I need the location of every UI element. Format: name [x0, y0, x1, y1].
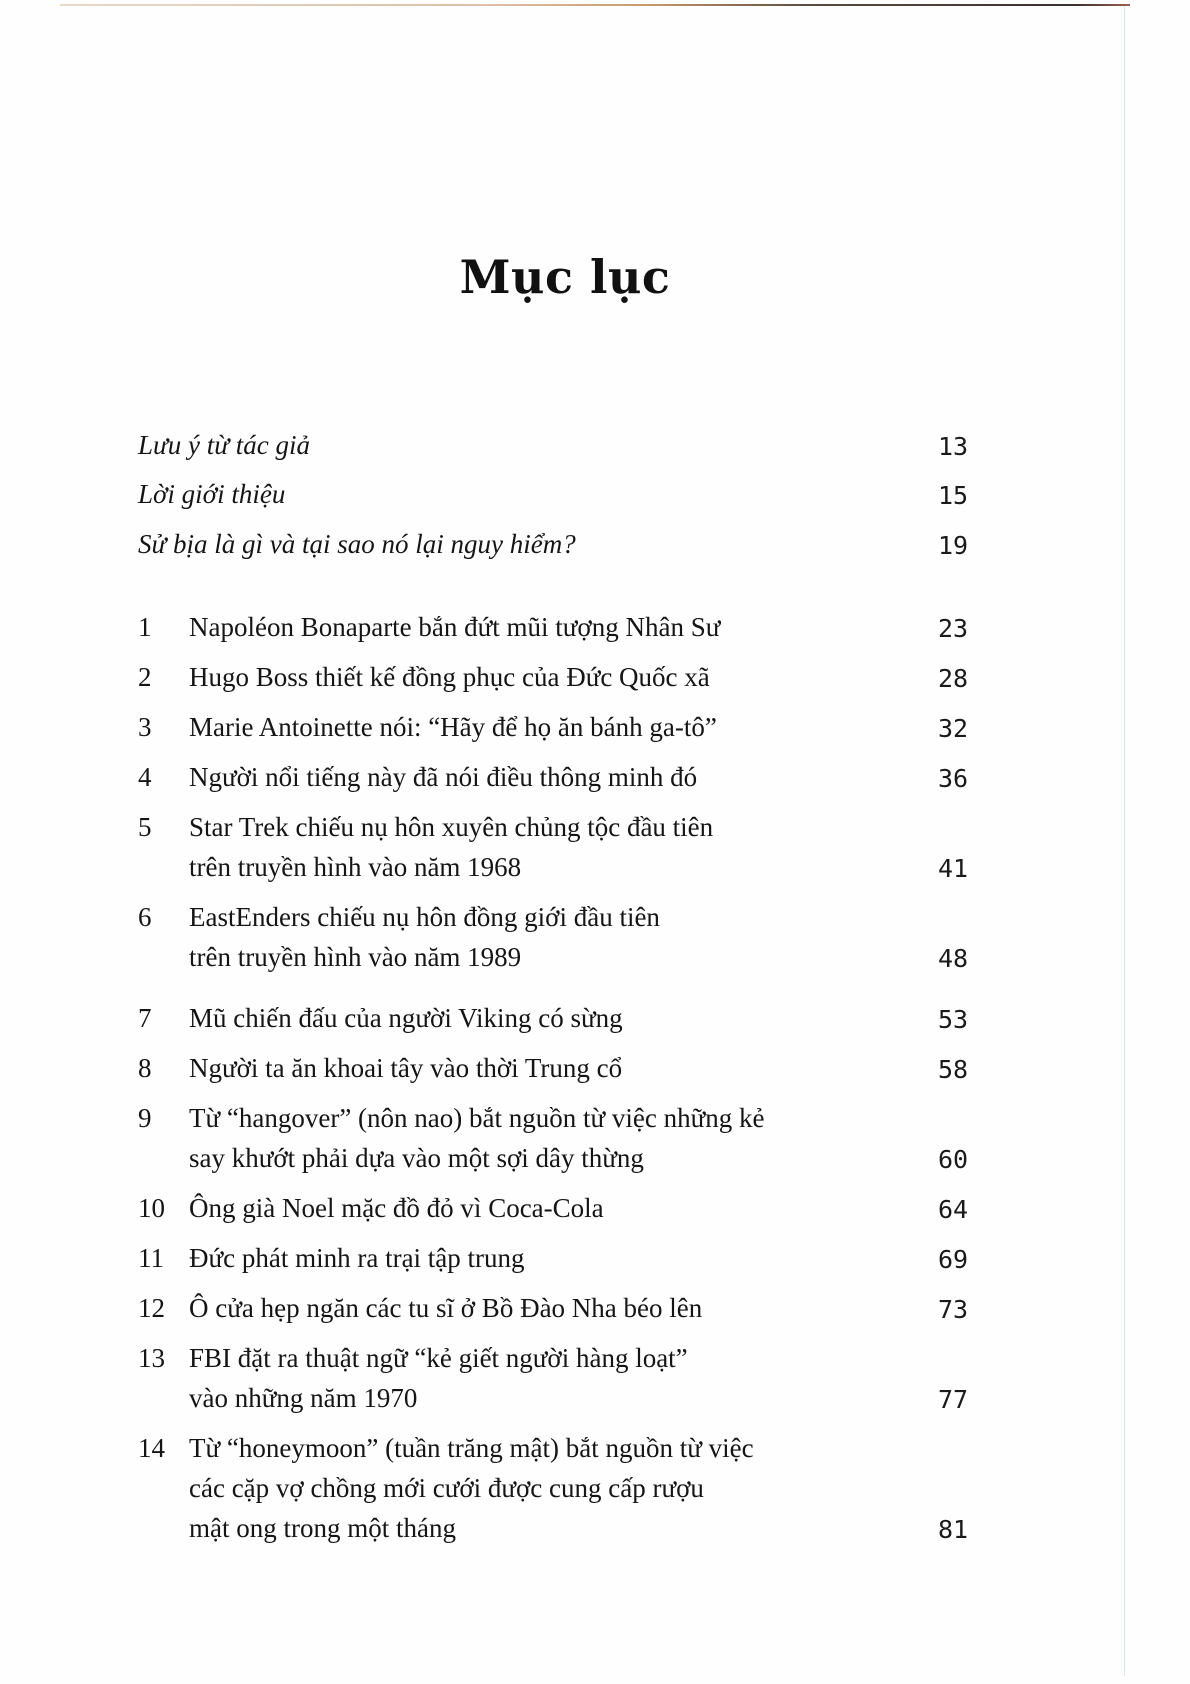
chapter-title: Đức phát minh ra trại tập trung — [189, 1243, 525, 1273]
chapter-title: Napoléon Bonaparte bắn đứt mũi tượng Nhân Sư — [189, 612, 721, 642]
chapter-number: 8 — [138, 1053, 152, 1083]
chapter-title-line: mật ong trong một tháng — [189, 1513, 456, 1543]
toc-entry-title: Sử bịa là gì và tại sao nó lại nguy hiểm? — [138, 529, 576, 559]
toc-page-number: 69 — [938, 1245, 969, 1274]
toc-entry-title: Lời giới thiệu — [138, 479, 286, 509]
chapter-number: 1 — [138, 612, 152, 642]
chapter-title: Ô cửa hẹp ngăn các tu sĩ ở Bồ Đào Nha béo lên — [189, 1293, 703, 1323]
chapter-title: Ông già Noel mặc đồ đỏ vì Coca-Cola — [189, 1193, 604, 1223]
chapter-title: Hugo Boss thiết kế đồng phục của Đức Quốc xã — [189, 662, 710, 692]
chapter-number: 7 — [138, 1003, 152, 1033]
chapter-number: 2 — [138, 662, 152, 692]
chapter-number: 10 — [138, 1193, 165, 1223]
toc-page-number: 60 — [938, 1145, 969, 1174]
toc-page-number: 53 — [938, 1005, 969, 1034]
chapter-title-line: say khướt phải dựa vào một sợi dây thừng — [189, 1143, 644, 1173]
chapter-number: 12 — [138, 1293, 165, 1323]
chapter-number: 6 — [138, 902, 152, 932]
toc-page-number: 73 — [938, 1295, 969, 1324]
chapter-number: 14 — [138, 1433, 165, 1463]
chapter-title-line: trên truyền hình vào năm 1968 — [189, 852, 522, 882]
toc-entry-title: Lưu ý từ tác giả — [138, 430, 310, 460]
toc-page-number: 81 — [938, 1515, 969, 1544]
toc-page-number: 23 — [938, 614, 969, 643]
toc-page-number: 15 — [938, 481, 969, 510]
toc-page-number: 28 — [938, 664, 969, 693]
chapter-title-line: EastEnders chiếu nụ hôn đồng giới đầu tiên — [189, 902, 660, 932]
chapter-number: 9 — [138, 1103, 152, 1133]
chapter-title: Mũ chiến đấu của người Viking có sừng — [189, 1003, 623, 1033]
toc-page-number: 41 — [938, 854, 969, 883]
chapter-title-line: FBI đặt ra thuật ngữ “kẻ giết người hàng loạt” — [189, 1343, 688, 1373]
chapter-number: 5 — [138, 812, 152, 842]
page-title: Mục lục — [459, 250, 671, 304]
chapter-number: 4 — [138, 762, 152, 792]
chapter-title-line: Star Trek chiếu nụ hôn xuyên chủng tộc đầu tiên — [189, 812, 714, 842]
toc-page-number: 64 — [938, 1195, 969, 1224]
chapter-title-line: vào những năm 1970 — [189, 1383, 418, 1413]
chapter-title-line: các cặp vợ chồng mới cưới được cung cấp rượu — [189, 1473, 704, 1503]
toc-page-number: 77 — [938, 1385, 969, 1414]
toc-page-number: 36 — [938, 764, 969, 793]
toc-page-number: 58 — [938, 1055, 969, 1084]
toc-page-number: 13 — [938, 432, 969, 461]
page-top-edge — [60, 4, 1130, 6]
chapter-title: Marie Antoinette nói: “Hãy để họ ăn bánh ga-tô” — [189, 712, 717, 742]
chapter-title: Người nổi tiếng này đã nói điều thông minh đó — [189, 762, 698, 792]
chapter-number: 13 — [138, 1343, 165, 1373]
toc-page-number: 32 — [938, 714, 969, 743]
toc-page-number: 19 — [938, 531, 969, 560]
chapter-title-line: Từ “hangover” (nôn nao) bắt nguồn từ việc những kẻ — [189, 1103, 765, 1133]
toc-page-number: 48 — [938, 944, 969, 973]
chapter-number: 3 — [138, 712, 152, 742]
chapter-title: Người ta ăn khoai tây vào thời Trung cổ — [189, 1053, 623, 1083]
chapter-number: 11 — [138, 1243, 164, 1273]
chapter-title-line: Từ “honeymoon” (tuần trăng mật) bắt nguồn từ việc — [189, 1433, 754, 1463]
chapter-title-line: trên truyền hình vào năm 1989 — [189, 942, 522, 972]
